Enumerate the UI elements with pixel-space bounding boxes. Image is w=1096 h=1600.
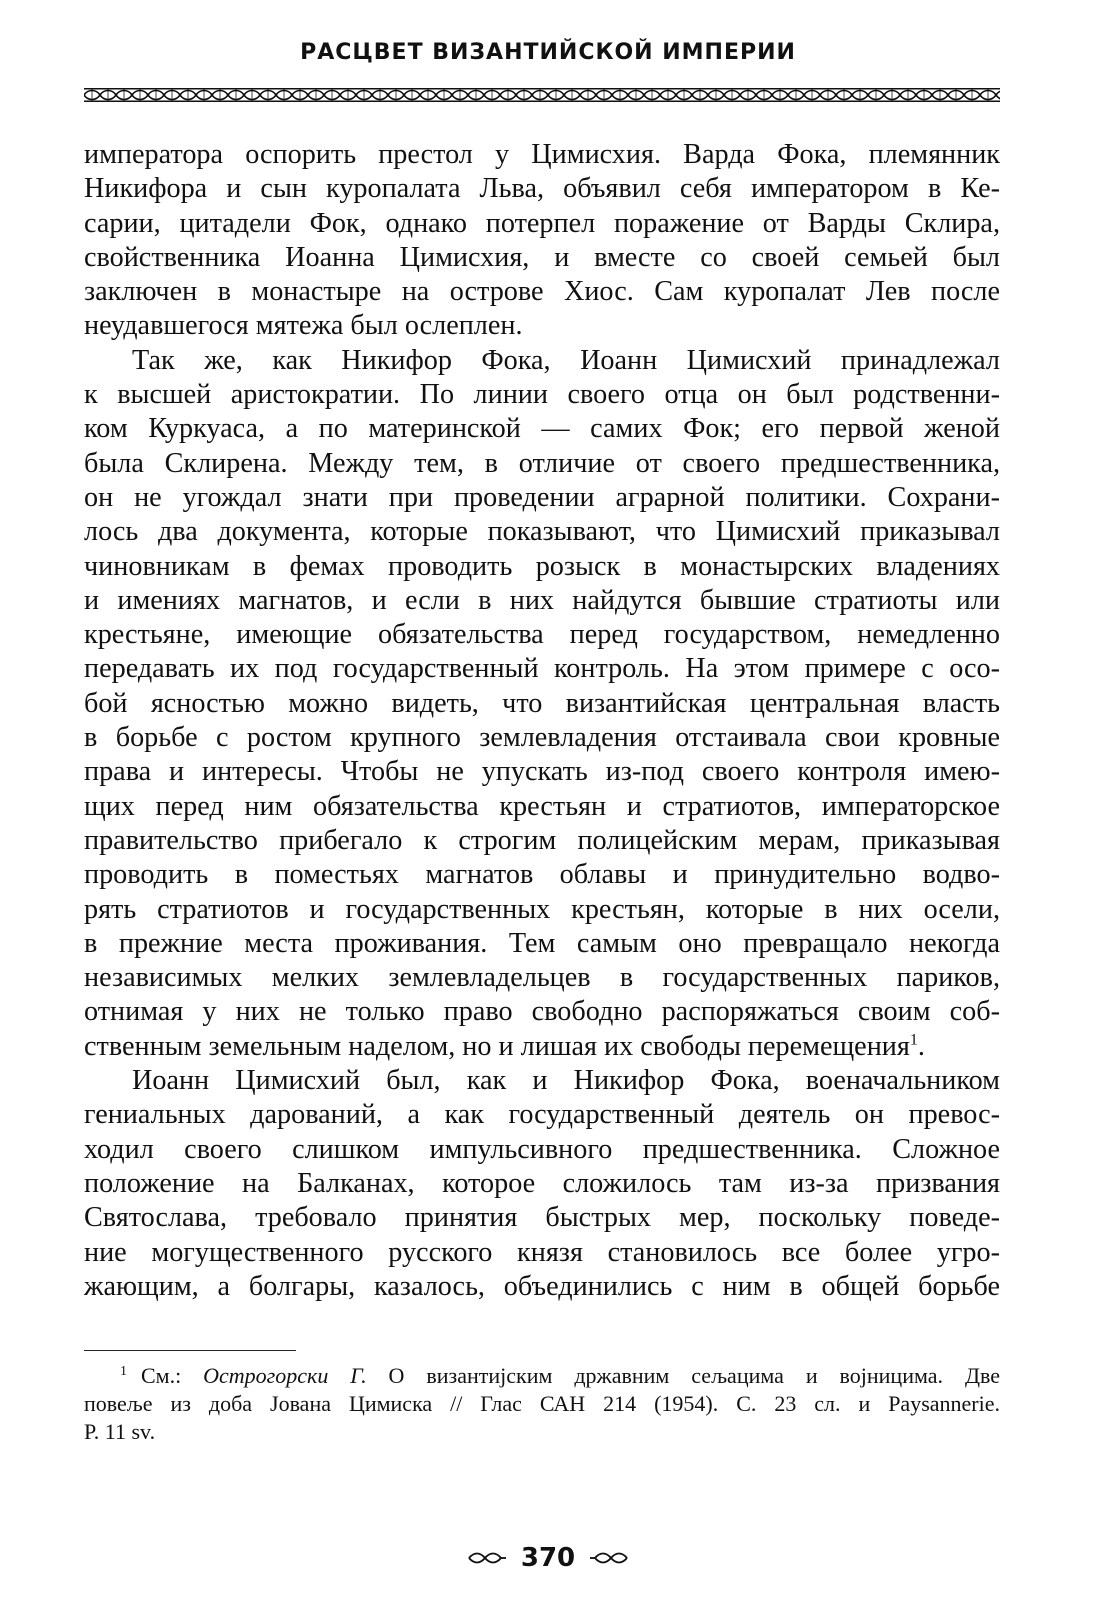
text-line: Иоанн Цимисхий был, как и Никифор Фока, военачальником bbox=[132, 1065, 1000, 1097]
text-line: Никифора и сын куропалата Льва, объявил себя императором в Ке- bbox=[84, 173, 1000, 205]
footnote-separator bbox=[84, 1350, 296, 1351]
ornamental-border bbox=[84, 88, 1000, 102]
text-line: отнимая у них не только право свободно распоряжаться своим соб- bbox=[84, 996, 1000, 1028]
footnote-mark: 1 bbox=[120, 1363, 127, 1379]
text-segment: . bbox=[917, 1030, 925, 1062]
main-text bbox=[84, 138, 1000, 1304]
text-line: передавать их под государственный контроль. На этом примере с осо- bbox=[84, 653, 1000, 685]
text-line: лось два документа, которые показывают, что Цимисхий приказывал bbox=[84, 516, 1000, 548]
footnote-author: Острогорски Г. bbox=[203, 1363, 367, 1388]
text-line: гениальных дарований, а как государственный деятель он превос- bbox=[84, 1099, 1000, 1131]
footnote-line: P. 11 sv. bbox=[84, 1419, 156, 1444]
text-line: заключен в монастыре на острове Хиос. Сам куропалат Лев после bbox=[84, 276, 1000, 308]
text-line: ком Куркуаса, а по материнской — самих Фок; его первой женой bbox=[84, 413, 1000, 445]
left-ornament-icon bbox=[467, 1550, 507, 1566]
text-line: Так же, как Никифор Фока, Иоанн Цимисхий принадлежал bbox=[132, 344, 1000, 376]
text-line: правительство прибегало к строгим полицейским мерам, приказывая bbox=[84, 824, 1000, 856]
text-line: Святослава, требовало принятия быстрых мер, поскольку поведе- bbox=[84, 1202, 1000, 1234]
paragraph-3 bbox=[84, 1064, 1000, 1304]
text-segment: ственным земельным наделом, но и лишая их свободы перемещения bbox=[84, 1030, 910, 1062]
right-ornament-icon bbox=[589, 1550, 629, 1566]
text-line: к высшей аристократии. По линии своего отца он был родственни- bbox=[84, 379, 1000, 411]
footnote-text: О византиjским државним сељацима и воjницима. Две bbox=[366, 1363, 1000, 1388]
text-line: сарии, цитадели Фок, однако потерпел поражение от Варды Склира, bbox=[84, 207, 1000, 239]
page-footer bbox=[0, 1540, 1096, 1576]
text-line: щих перед ним обязательства крестьян и стратиотов, императорское bbox=[84, 790, 1000, 822]
text-line: независимых мелких землевладельцев в государственных париков, bbox=[84, 962, 1000, 994]
text-line: права и интересы. Чтобы не упускать из-под своего контроля имею- bbox=[84, 756, 1000, 788]
footnote-prefix: См.: bbox=[141, 1363, 204, 1388]
text-line: ходил своего слишком импульсивного предшественника. Сложное bbox=[84, 1133, 1000, 1165]
text-line: крестьяне, имеющие обязательства перед государством, немедленно bbox=[84, 619, 1000, 651]
text-line: императора оспорить престол у Цимисхия. Варда Фока, племянник bbox=[84, 139, 1000, 170]
text-line: он не угождал знати при проведении аграрной политики. Сохрани- bbox=[84, 481, 1000, 513]
footnote bbox=[84, 1362, 1000, 1446]
text-line: была Склирена. Между тем, в отличие от своего предшественника, bbox=[84, 447, 1000, 479]
paragraph-2 bbox=[84, 344, 1000, 1064]
footnote-line bbox=[84, 1362, 1000, 1390]
text-line: ние могущественного русского князя становилось все более угро- bbox=[84, 1236, 1000, 1268]
running-title: РАСЦВЕТ ВИЗАНТИЙСКОЙ ИМПЕРИИ bbox=[300, 40, 796, 65]
text-line: неудавшегося мятежа был ослеплен. bbox=[84, 310, 523, 342]
paragraph-1 bbox=[84, 138, 1000, 344]
page-number: 370 bbox=[520, 1543, 576, 1573]
footnote-line: повеље из доба Jована Цимиска // Глас САН 214 (1954). С. 23 сл. и Paysannerie. bbox=[84, 1391, 1000, 1416]
text-line: рять стратиотов и государственных крестьян, которые в них осели, bbox=[84, 893, 1000, 925]
text-line: в борьбе с ростом крупного землевладения отстаивала свои кровные bbox=[84, 722, 1000, 754]
text-line: чиновникам в фемах проводить розыск в монастырских владениях bbox=[84, 550, 1000, 582]
text-line: свойственника Иоанна Цимисхия, и вместе со своей семьей был bbox=[84, 241, 1000, 273]
text-line: в прежние места проживания. Тем самым оно превращало некогда bbox=[84, 927, 1000, 959]
footnote-reference[interactable]: 1 bbox=[909, 1031, 918, 1049]
text-line: и имениях магнатов, и если в них найдутся бывшие стратиоты или bbox=[84, 584, 1000, 616]
text-line bbox=[84, 1030, 1000, 1064]
text-line: положение на Балканах, которое сложилось там из-за призвания bbox=[84, 1167, 1000, 1199]
text-line: проводить в поместьях магнатов облавы и принудительно водво- bbox=[84, 859, 1000, 891]
text-line: бой ясностью можно видеть, что византийская центральная власть bbox=[84, 687, 1000, 719]
text-line: жающим, а болгары, казалось, объединились с ним в общей борьбе bbox=[84, 1270, 1000, 1302]
